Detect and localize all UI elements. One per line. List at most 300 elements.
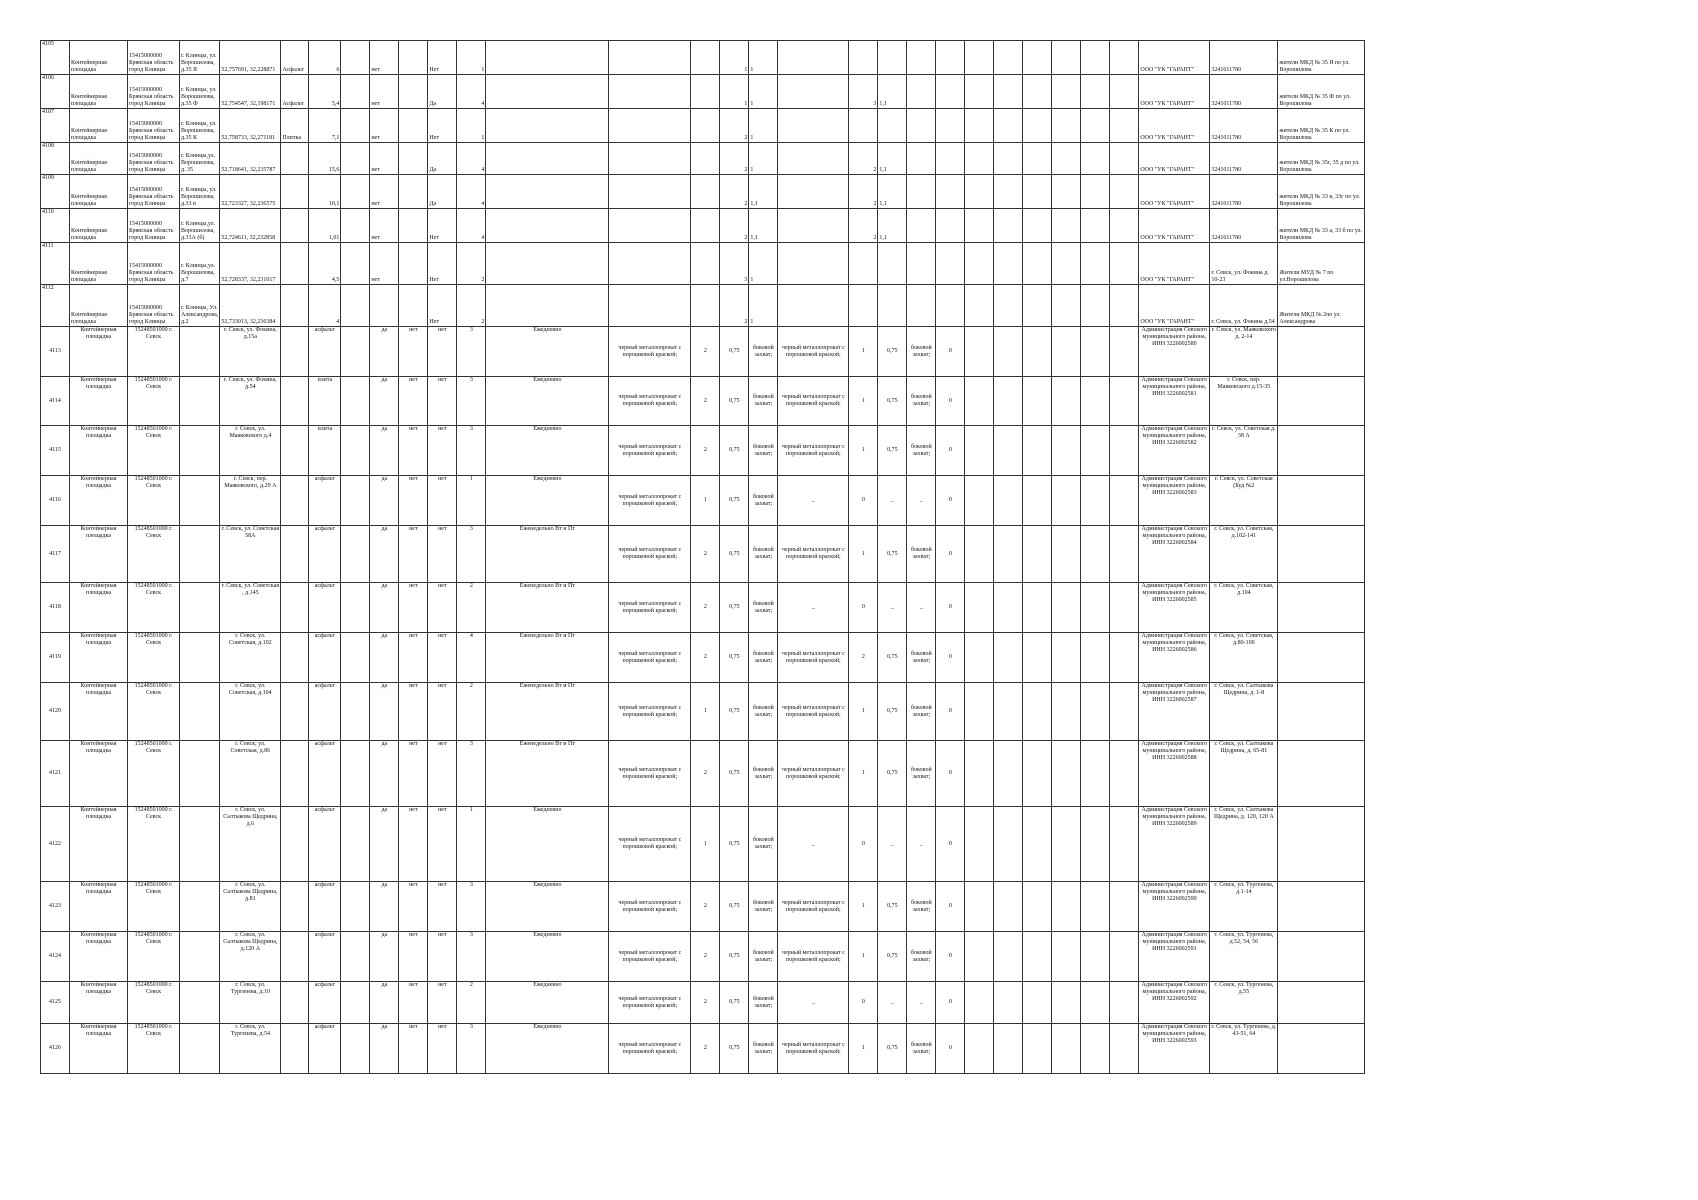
blank: [994, 426, 1023, 476]
fence: да: [370, 882, 399, 932]
container-material: черный металлопрокат с порошковой краской;: [609, 1024, 691, 1074]
schedule: Еженедельно Вт и Пт: [486, 741, 609, 807]
container2-material: _: [778, 583, 849, 633]
volume-c: [849, 41, 878, 75]
container-material: черный металлопрокат с порошковой краской;: [609, 932, 691, 982]
blank: [936, 41, 965, 75]
blank: [994, 1024, 1023, 1074]
area: 10,1: [309, 175, 341, 209]
organization: ООО "УК "ГАРАНТ": [1139, 109, 1210, 143]
address: г. Севск, ул. Советская 58А: [220, 526, 281, 583]
container-volume: 0,75: [720, 932, 749, 982]
waste-source: г. Севск, ул. Тургенева, д.55: [1210, 982, 1278, 1024]
blank: [994, 882, 1023, 932]
site-type: Контейнерная площадка: [70, 476, 128, 526]
blank: [180, 327, 220, 377]
blank: [1052, 75, 1081, 109]
waste-source: г. Севск, ул. Советская, д.80-100: [1210, 633, 1278, 683]
blank: [1081, 426, 1110, 476]
container-material: черный металлопрокат с порошковой краской;: [609, 327, 691, 377]
site-type: Контейнерная площадка: [70, 633, 128, 683]
fence: да: [370, 426, 399, 476]
blank: [1052, 807, 1081, 882]
site-type: Контейнерная площадка: [70, 526, 128, 583]
waste-source: жители МКД № 33 а, 33 б по ул. Ворошилова: [1278, 209, 1365, 243]
blank: [1110, 583, 1139, 633]
address: г. Севск, ул. Фокина, д.15а: [220, 327, 281, 377]
organization: ООО "УК "ГАРАНТ": [1139, 209, 1210, 243]
address: г. Севск, пер. Маяковского, д.29 А: [220, 476, 281, 526]
coordinates: 52,733013, 32,236384: [220, 285, 281, 327]
blank: [281, 1024, 309, 1074]
container-qty: 2: [691, 327, 720, 377]
loading-type: боковой захват;: [749, 476, 778, 526]
blank: [965, 583, 994, 633]
blank: [1052, 683, 1081, 741]
site-type: Контейнерная площадка: [70, 243, 128, 285]
container-volume: 0,75: [720, 476, 749, 526]
waste-source: г. Севск, ул. Тургенева, д.52, 54, 56: [1210, 932, 1278, 982]
blank: [341, 143, 370, 175]
blank: [1052, 175, 1081, 209]
blank: [1081, 633, 1110, 683]
blank: [399, 143, 428, 175]
blank: [1110, 741, 1139, 807]
address: г. Севск, ул. Фокина, д.54: [220, 377, 281, 426]
canopy: нет: [399, 526, 428, 583]
blank: [1110, 327, 1139, 377]
blank: [1081, 143, 1110, 175]
container2-material: черный металлопрокат с порошковой краской;: [778, 683, 849, 741]
blank: [1023, 109, 1052, 143]
blank: [1081, 209, 1110, 243]
schedule: Еженедельно Вт и Пт: [486, 683, 609, 741]
blank: [1081, 1024, 1110, 1074]
blank: [609, 209, 691, 243]
surface: Плитка: [281, 109, 309, 143]
volume-c: [849, 285, 878, 327]
blank: [1278, 932, 1365, 982]
waste-source: г. Севск, ул. Советская, д.104: [1210, 583, 1278, 633]
blank: [965, 1024, 994, 1074]
blank: [1278, 882, 1365, 932]
table-row: [41, 741, 1365, 807]
container-volume: 0,75: [720, 882, 749, 932]
blank: [341, 683, 370, 741]
schedule: Ежедневно: [486, 377, 609, 426]
waste-source: жители МКД № 35 К по ул. Ворошилова: [1278, 109, 1365, 143]
blank: [965, 41, 994, 75]
fence: да: [370, 633, 399, 683]
blank: [1023, 377, 1052, 426]
volume-a: 1: [720, 75, 749, 109]
blank: [994, 109, 1023, 143]
oktmo: 15248501000 г. Севск: [128, 932, 180, 982]
organization: Администрация Севского муниципального района, ИНН 3226002587: [1139, 683, 1210, 741]
blank: [1278, 377, 1365, 426]
volume-d: [878, 109, 907, 143]
loading-type: боковой захват;: [749, 377, 778, 426]
lighting: нет: [428, 633, 457, 683]
blank: [994, 683, 1023, 741]
bunker-count: 0: [936, 683, 965, 741]
bunker-count: 0: [936, 982, 965, 1024]
surface: асфальт: [309, 1024, 341, 1074]
container2-volume: 0,75: [878, 526, 907, 583]
blank: [1278, 526, 1365, 583]
loading-type: боковой захват;: [749, 583, 778, 633]
blank: [1081, 109, 1110, 143]
blank: [778, 143, 849, 175]
blank: [1278, 583, 1365, 633]
container-qty: 1: [691, 807, 720, 882]
container-count: 3: [457, 377, 486, 426]
container-count: 1: [457, 109, 486, 143]
address: г. Севск, ул. Советская, д.102: [220, 633, 281, 683]
container2-volume: _: [878, 807, 907, 882]
blank: [1081, 327, 1110, 377]
blank: [341, 243, 370, 285]
container-material: черный металлопрокат с порошковой краской;: [609, 633, 691, 683]
table-row: [41, 426, 1365, 476]
container-count: 2: [457, 243, 486, 285]
surface: плита: [309, 426, 341, 476]
container2-qty: 1: [849, 683, 878, 741]
container-qty: 2: [691, 426, 720, 476]
blank: [1052, 932, 1081, 982]
container-material: черный металлопрокат с порошковой краской;: [609, 683, 691, 741]
blank: [180, 583, 220, 633]
loading-type: боковой захват;: [749, 633, 778, 683]
container-count: 2: [457, 583, 486, 633]
table-row: [41, 75, 1365, 109]
fence: да: [370, 377, 399, 426]
blank: [609, 243, 691, 285]
fence: нет: [370, 175, 399, 209]
container2-loading: _: [907, 476, 936, 526]
blank: [778, 175, 849, 209]
container-qty: 2: [691, 1024, 720, 1074]
address: г. Клинцы, ул. Ворошилова, д.35 К: [180, 109, 220, 143]
blank: [778, 243, 849, 285]
blank: [180, 476, 220, 526]
row-number: 4115: [41, 426, 70, 476]
blank: [1110, 75, 1139, 109]
container-qty: 2: [691, 882, 720, 932]
surface: [281, 143, 309, 175]
container-material: черный металлопрокат с порошковой краской;: [609, 583, 691, 633]
site-type: Контейнерная площадка: [70, 327, 128, 377]
organization: ООО "УК "ГАРАНТ": [1139, 75, 1210, 109]
inn: 3241011780: [1210, 41, 1278, 75]
blank: [341, 882, 370, 932]
table-row: [41, 209, 1365, 243]
container-volume: 0,75: [720, 327, 749, 377]
coordinates: 52,758733, 32,271181: [220, 109, 281, 143]
blank: [1023, 683, 1052, 741]
blank: [965, 741, 994, 807]
surface: Асфальт: [281, 75, 309, 109]
table-row: [41, 143, 1365, 175]
volume-a: 2: [720, 175, 749, 209]
area: 1,01: [309, 209, 341, 243]
container-qty: 2: [691, 932, 720, 982]
container-count: 4: [457, 75, 486, 109]
oktmo: 15248501000 г. Севск: [128, 1024, 180, 1074]
blank: [965, 75, 994, 109]
site-type: Контейнерная площадка: [70, 377, 128, 426]
site-type: Контейнерная площадка: [70, 683, 128, 741]
blank: [1052, 377, 1081, 426]
bunker-count: 0: [936, 807, 965, 882]
site-type: Контейнерная площадка: [70, 109, 128, 143]
blank: [1278, 426, 1365, 476]
blank: [1081, 377, 1110, 426]
blank: [1278, 683, 1365, 741]
blank: [486, 41, 609, 75]
row-number: 4110: [41, 209, 70, 243]
container-volume: 0,75: [720, 741, 749, 807]
blank: [341, 285, 370, 327]
container-volume: 0,75: [720, 807, 749, 882]
loading-type: боковой захват;: [749, 683, 778, 741]
blank: [399, 41, 428, 75]
blank: [994, 476, 1023, 526]
volume-c: 2: [849, 209, 878, 243]
surface: [281, 209, 309, 243]
container-count: 1: [457, 41, 486, 75]
blank: [994, 243, 1023, 285]
schedule: Ежедневно: [486, 426, 609, 476]
blank: [691, 143, 720, 175]
blank: [180, 741, 220, 807]
blank: [1081, 882, 1110, 932]
loading-type: боковой захват;: [749, 426, 778, 476]
waste-source: жители МКД № 35 Я по ул. Ворошилова: [1278, 41, 1365, 75]
container-material: черный металлопрокат с порошковой краской;: [609, 882, 691, 932]
fence: да: [370, 476, 399, 526]
volume-c: [849, 109, 878, 143]
canopy: нет: [399, 683, 428, 741]
container2-volume: 0,75: [878, 426, 907, 476]
container2-volume: 0,75: [878, 327, 907, 377]
container2-qty: 0: [849, 476, 878, 526]
canopy: Да: [428, 75, 457, 109]
area: 4: [309, 285, 341, 327]
coordinates: 52,724611, 32,232858: [220, 209, 281, 243]
oktmo: 15415000000 Брянская область город Клинцы: [128, 209, 180, 243]
address: г. Севск, ул. Маяковского д.4: [220, 426, 281, 476]
site-type: Контейнерная площадка: [70, 75, 128, 109]
blank: [486, 243, 609, 285]
table-row: [41, 327, 1365, 377]
blank: [994, 807, 1023, 882]
volume-d: 1,1: [878, 143, 907, 175]
blank: [341, 583, 370, 633]
blank: [778, 285, 849, 327]
bunker-count: 0: [936, 882, 965, 932]
oktmo: 15248501000 г. Севск: [128, 377, 180, 426]
blank: [341, 526, 370, 583]
oktmo: 15248501000 г. Севск: [128, 476, 180, 526]
waste-source: жители МКД № 35г, 35 д по ул. Ворошилова: [1278, 143, 1365, 175]
container2-qty: 0: [849, 583, 878, 633]
bunker-count: 0: [936, 633, 965, 683]
organization: Администрация Севского муниципального района, ИНН 3226002582: [1139, 426, 1210, 476]
row-number: 4114: [41, 377, 70, 426]
loading-type: боковой захват;: [749, 327, 778, 377]
blank: [1278, 476, 1365, 526]
fence: да: [370, 982, 399, 1024]
canopy: нет: [399, 1024, 428, 1074]
container-count: 3: [457, 932, 486, 982]
blank: [281, 982, 309, 1024]
surface: асфальт: [309, 476, 341, 526]
lighting: нет: [428, 807, 457, 882]
lighting: нет: [428, 426, 457, 476]
table-row: [41, 243, 1365, 285]
lighting: нет: [428, 882, 457, 932]
row-number: 4121: [41, 741, 70, 807]
container2-volume: _: [878, 476, 907, 526]
oktmo: 15415000000 Брянская область город Клинцы: [128, 243, 180, 285]
blank: [691, 209, 720, 243]
row-number: 4107: [41, 109, 70, 143]
blank: [1110, 683, 1139, 741]
inn: г. Севск, ул. Фокина д.54: [1210, 285, 1278, 327]
loading-type: боковой захват;: [749, 932, 778, 982]
blank: [486, 75, 609, 109]
container2-volume: 0,75: [878, 633, 907, 683]
lighting: нет: [428, 932, 457, 982]
schedule: Ежедневно: [486, 327, 609, 377]
blank: [936, 75, 965, 109]
blank: [965, 807, 994, 882]
row-number: 4106: [41, 75, 70, 109]
container2-volume: 0,75: [878, 932, 907, 982]
blank: [1081, 932, 1110, 982]
volume-c: 3: [849, 75, 878, 109]
loading-type: боковой захват;: [749, 741, 778, 807]
volume-a: 2: [720, 109, 749, 143]
schedule: Еженедельно Вт и Пт: [486, 583, 609, 633]
oktmo: 15248501000 г. Севск: [128, 807, 180, 882]
container-count: 4: [457, 143, 486, 175]
blank: [965, 982, 994, 1024]
blank: [1278, 741, 1365, 807]
container-count: 3: [457, 1024, 486, 1074]
blank: [691, 175, 720, 209]
surface: [281, 175, 309, 209]
blank: [1052, 982, 1081, 1024]
blank: [1052, 41, 1081, 75]
blank: [994, 583, 1023, 633]
blank: [1052, 426, 1081, 476]
row-number: 4126: [41, 1024, 70, 1074]
canopy: нет: [399, 633, 428, 683]
waste-source: г. Севск, ул. Советская (Буд №2: [1210, 476, 1278, 526]
blank: [1023, 327, 1052, 377]
registry-sheet: [40, 40, 1365, 1074]
blank: [486, 143, 609, 175]
waste-source: г. Севск, ул. Тургенева, д.1-14: [1210, 882, 1278, 932]
inn: 3241011780: [1210, 209, 1278, 243]
blank: [1023, 807, 1052, 882]
blank: [281, 583, 309, 633]
container-volume: 0,75: [720, 982, 749, 1024]
volume-b: 1: [749, 243, 778, 285]
coordinates: 52,718641, 32,235787: [220, 143, 281, 175]
container2-qty: 2: [849, 633, 878, 683]
waste-source: г. Севск, пер. Маяковского д.15-35: [1210, 377, 1278, 426]
container2-volume: 0,75: [878, 683, 907, 741]
lighting: нет: [428, 377, 457, 426]
blank: [1081, 583, 1110, 633]
blank: [965, 932, 994, 982]
site-type: Контейнерная площадка: [70, 209, 128, 243]
address: г. Клинцы, Ул. Александрова, д.2: [180, 285, 220, 327]
organization: Администрация Севского муниципального района, ИНН 3226002588: [1139, 741, 1210, 807]
blank: [1052, 209, 1081, 243]
oktmo: 15415000000 Брянская область город Клинцы: [128, 175, 180, 209]
container-count: 1: [457, 807, 486, 882]
table-row: [41, 982, 1365, 1024]
oktmo: 15248501000 г. Севск: [128, 683, 180, 741]
blank: [1110, 882, 1139, 932]
container-volume: 0,75: [720, 1024, 749, 1074]
blank: [965, 109, 994, 143]
volume-b: 1,1: [749, 209, 778, 243]
container2-material: черный металлопрокат с порошковой краской;: [778, 327, 849, 377]
lighting: нет: [428, 683, 457, 741]
blank: [936, 109, 965, 143]
volume-a: 2: [720, 143, 749, 175]
loading-type: боковой захват;: [749, 1024, 778, 1074]
lighting: нет: [428, 476, 457, 526]
inn: 3241011780: [1210, 109, 1278, 143]
fence: да: [370, 327, 399, 377]
blank: [399, 109, 428, 143]
fence: нет: [370, 143, 399, 175]
table-row: [41, 41, 1365, 75]
organization: Администрация Севского муниципального района, ИНН 3226002586: [1139, 633, 1210, 683]
row-number: 4123: [41, 882, 70, 932]
container2-loading: боковой захват;: [907, 741, 936, 807]
coordinates: 52,723327, 32,236575: [220, 175, 281, 209]
volume-b: 1: [749, 109, 778, 143]
container-volume: 0,75: [720, 377, 749, 426]
container2-loading: боковой захват;: [907, 633, 936, 683]
blank: [1023, 285, 1052, 327]
lighting: нет: [428, 982, 457, 1024]
blank: [281, 633, 309, 683]
lighting: нет: [428, 327, 457, 377]
container2-loading: _: [907, 807, 936, 882]
container2-qty: 0: [849, 807, 878, 882]
container-count: 1: [457, 476, 486, 526]
blank: [281, 377, 309, 426]
blank: [486, 285, 609, 327]
blank: [778, 109, 849, 143]
canopy: Нет: [428, 243, 457, 285]
blank: [936, 285, 965, 327]
oktmo: 15248501000 г. Севск: [128, 741, 180, 807]
canopy: нет: [399, 377, 428, 426]
volume-d: 1,1: [878, 209, 907, 243]
canopy: нет: [399, 583, 428, 633]
site-type: Контейнерная площадка: [70, 741, 128, 807]
row-number: 4117: [41, 526, 70, 583]
